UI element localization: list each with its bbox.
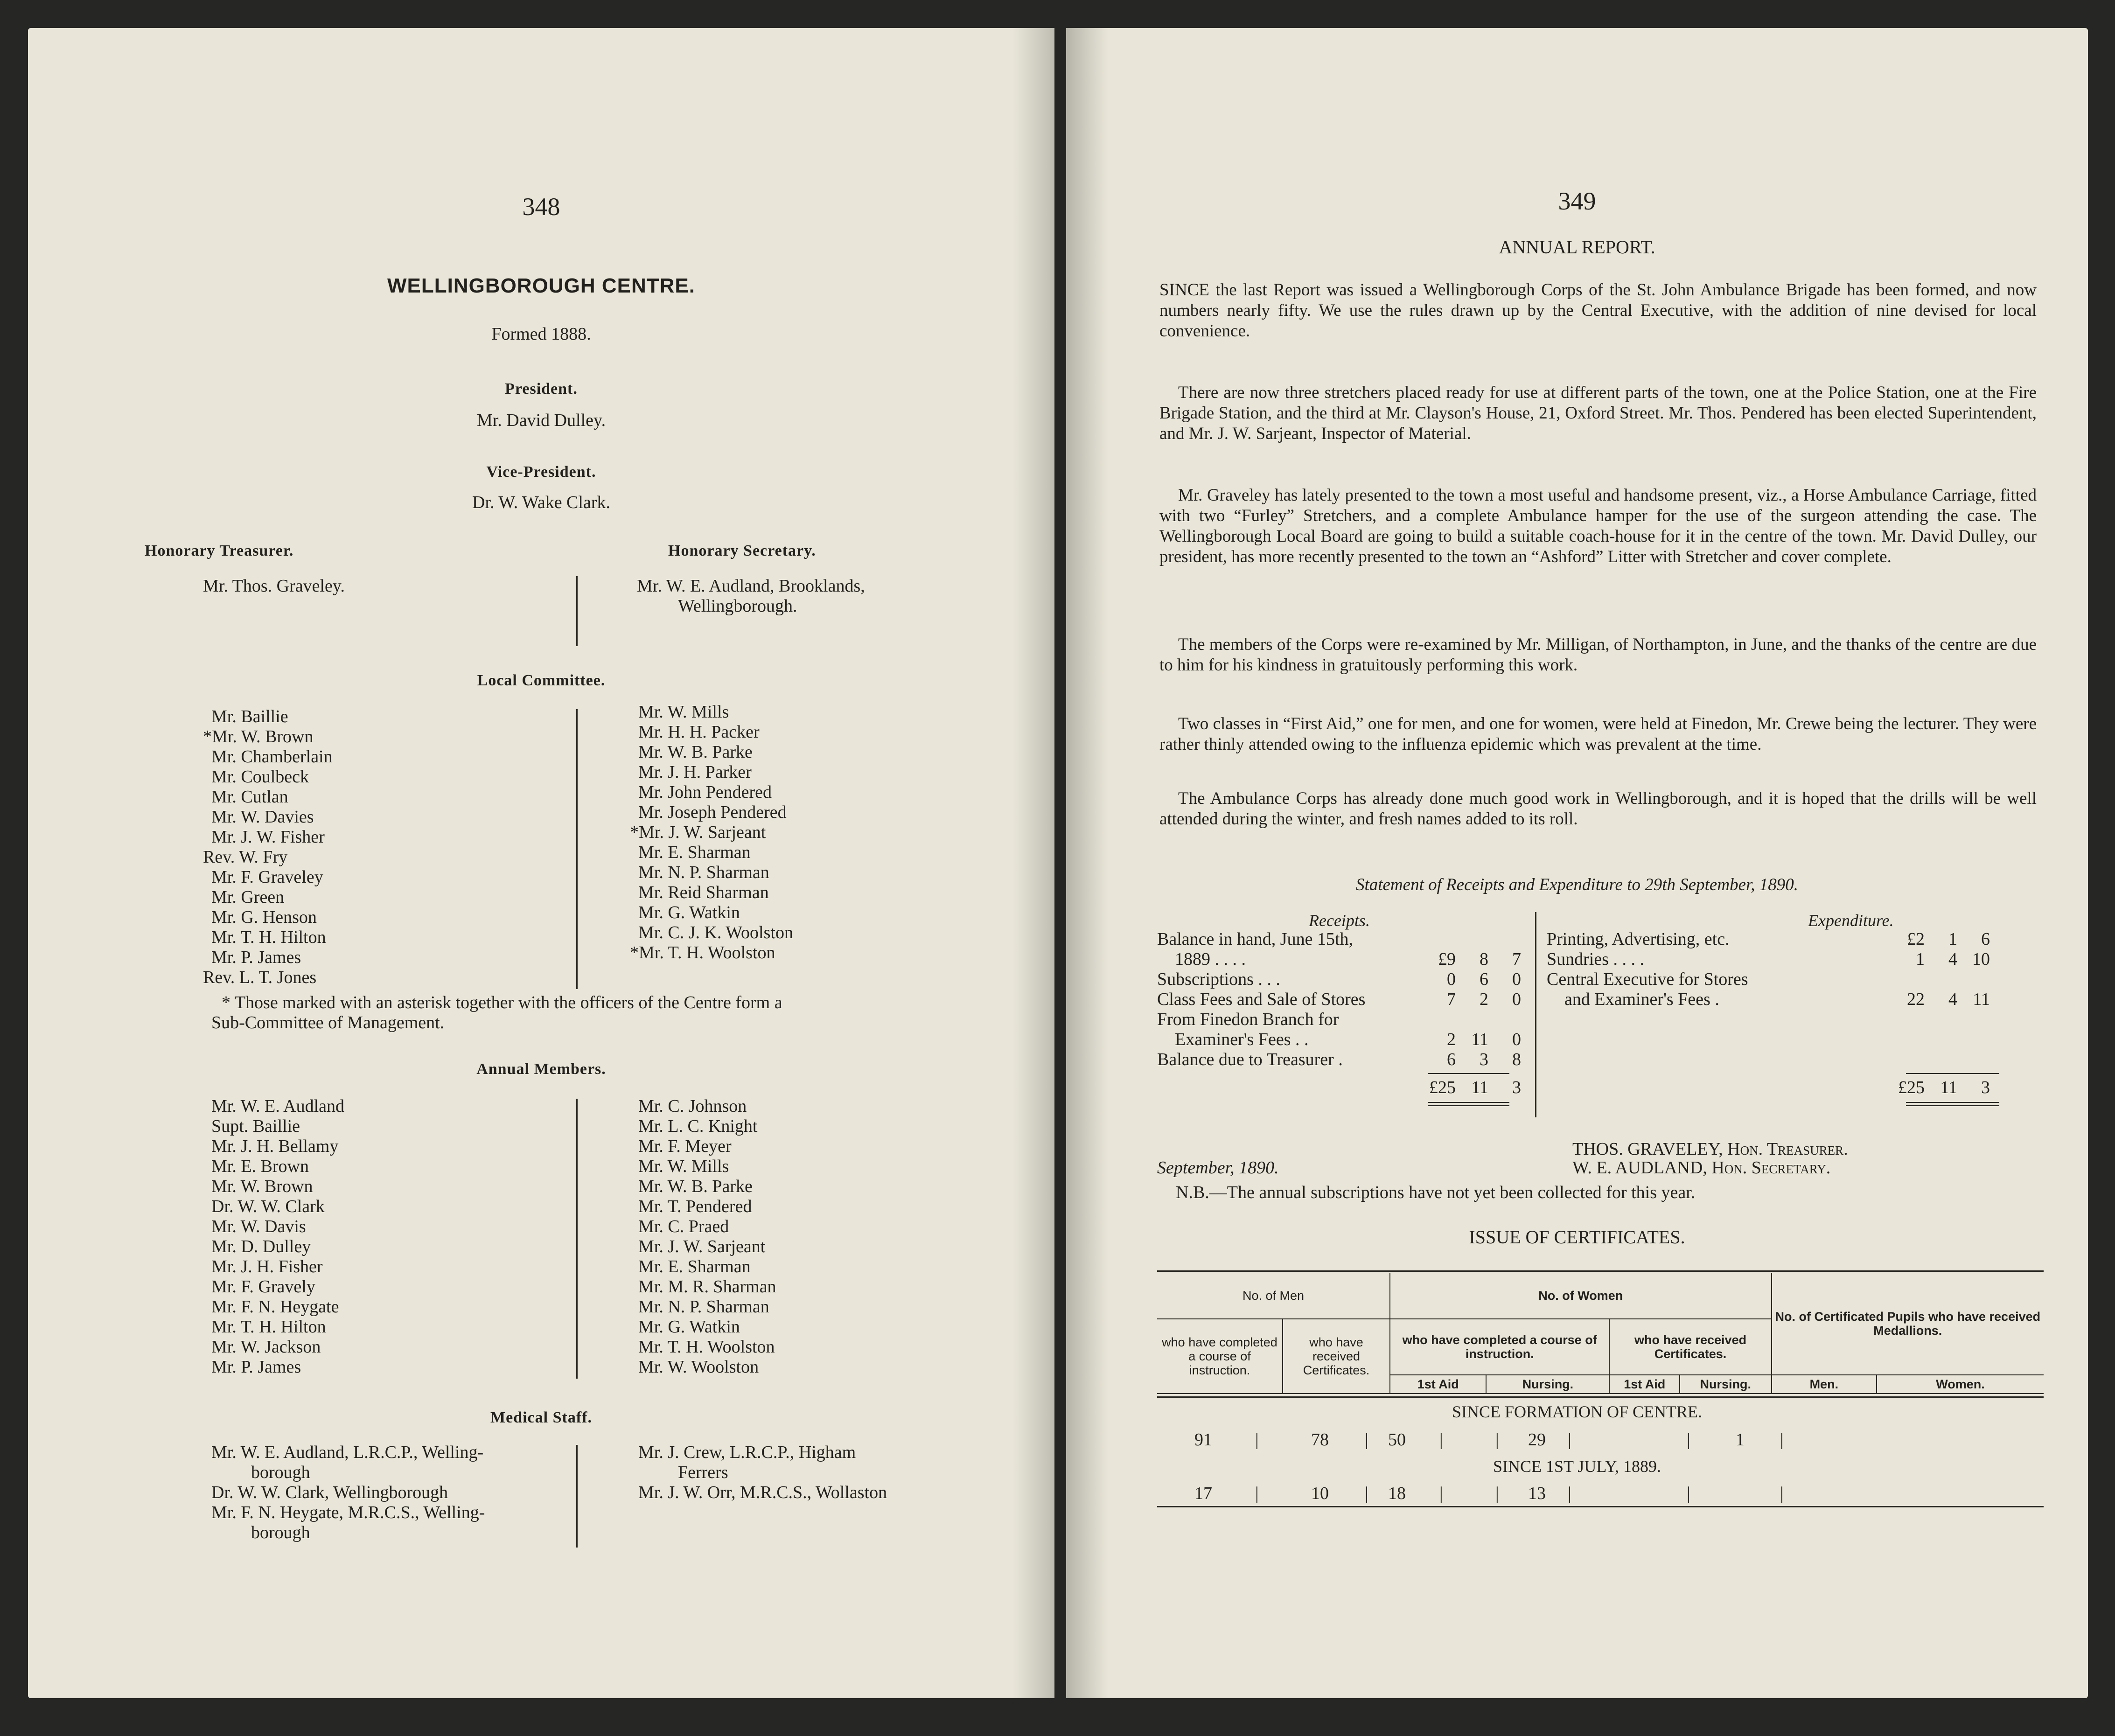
formed-date: Formed 1888.	[491, 324, 591, 344]
cell-wr-first-aid: 13	[1528, 1484, 1546, 1503]
cell-divider: |	[1495, 1484, 1499, 1503]
ledger-pence	[1488, 929, 1521, 949]
certificates-heading: ISSUE OF CERTIFICATES.	[1469, 1227, 1685, 1248]
cell-wc-first-aid: 50	[1388, 1430, 1406, 1450]
right-page	[1066, 28, 2088, 1698]
list-item: Mr. W. Mills	[638, 702, 729, 722]
ledger-pounds: 1	[1916, 949, 1925, 969]
list-item: Mr. Cutlan	[211, 787, 288, 807]
list-item: Mr. C. Praed	[638, 1217, 729, 1236]
list-item: Mr. L. C. Knight	[638, 1116, 758, 1136]
list-item: Mr. W. E. Audland	[211, 1096, 345, 1116]
cell-pupils-men: 1	[1736, 1430, 1745, 1450]
column-divider	[576, 576, 578, 646]
medical-staff-heading: Medical Staff.	[490, 1409, 592, 1426]
ledger-pounds: 2	[1447, 1030, 1456, 1049]
total-pounds: £25	[1429, 1078, 1456, 1097]
report-heading: ANNUAL REPORT.	[1499, 237, 1655, 258]
cell-divider: |	[1780, 1430, 1784, 1450]
list-item: *Mr. W. Brown	[203, 727, 314, 746]
sub-first-aid: 1st Aid	[1609, 1375, 1680, 1394]
section-since-formation: SINCE FORMATION OF CENTRE.	[1452, 1402, 1703, 1421]
ledger-row	[1547, 949, 2037, 969]
ledger-shillings: 3	[1480, 1050, 1488, 1069]
list-item: Mr. W. Mills	[638, 1157, 729, 1176]
ledger-pounds: £2	[1907, 929, 1925, 949]
medical-staff-left	[211, 1443, 485, 1543]
paragraph-text: There are now three stretchers placed ready for use at different parts of the town, one at the Police Station, one at the Fire Brigade Station, and the third at Mr. Clayson's House, 21, Oxford Street. Mr. Thos. Pendered has been elected Superintendent, and Mr. J. W. Sarjeant, Inspector of Material.	[1159, 383, 2037, 443]
list-item: Mr. F. Meyer	[638, 1136, 732, 1156]
footnote-line2: Sub-Committee of Management.	[211, 1013, 445, 1032]
ledger-row	[1157, 929, 1526, 949]
ledger-label: Sundries . . . .	[1547, 949, 1644, 969]
expenditure-total	[1887, 1078, 1990, 1098]
list-item: Mr. E. Brown	[211, 1157, 309, 1176]
header-men-completed: who have completed a course of instruction.	[1157, 1319, 1283, 1394]
drop-word: SINCE	[1159, 280, 1209, 300]
list-item: Mr. P. James	[211, 948, 301, 967]
sub-first-aid: 1st Aid	[1390, 1375, 1486, 1394]
secretary-line1: Mr. W. E. Audland, Brooklands,	[637, 576, 865, 596]
ledger-label: and Examiner's Fees .	[1547, 990, 1719, 1009]
cell-divider: |	[1439, 1484, 1443, 1503]
ledger-label: Class Fees and Sale of Stores	[1157, 990, 1366, 1009]
header-men: No. of Men	[1157, 1273, 1390, 1319]
ledger-pence	[1488, 1010, 1521, 1030]
annual-members-right	[638, 1096, 776, 1377]
report-paragraph	[1159, 485, 2037, 567]
treasurer-name: Mr. Thos. Graveley.	[203, 576, 345, 596]
president-heading: President.	[505, 380, 578, 397]
cell-divider: |	[1439, 1430, 1443, 1450]
total-shillings: 11	[1471, 1078, 1488, 1097]
table-rule	[1157, 1270, 2044, 1272]
certificates-table	[1157, 1273, 2044, 1394]
list-item: Mr. W. B. Parke	[638, 1177, 753, 1196]
ledger-pence: 10	[1972, 949, 1990, 969]
annual-members-heading: Annual Members.	[476, 1060, 606, 1078]
ledger-pounds: £9	[1438, 949, 1456, 969]
list-item: Mr. N. P. Sharman	[638, 863, 769, 882]
cell-divider: |	[1568, 1430, 1571, 1450]
list-item: Mr. W. B. Parke	[638, 742, 753, 762]
gutter-shadow	[1066, 28, 1108, 1698]
table-rule	[1157, 1506, 2044, 1507]
section-since-july: SINCE 1ST JULY, 1889.	[1493, 1457, 1661, 1476]
cell-divider: |	[1780, 1484, 1784, 1503]
ledger-label: Balance due to Treasurer .	[1157, 1050, 1343, 1069]
receipts-heading: Receipts.	[1309, 911, 1370, 930]
ledger-label: Central Executive for Stores	[1547, 969, 1748, 989]
ledger-shillings	[1925, 969, 1957, 990]
list-item: Mr. W. Woolston	[638, 1357, 759, 1377]
cell-men-received: 78	[1311, 1430, 1329, 1450]
annual-members-left	[211, 1096, 344, 1377]
local-committee-left	[203, 707, 333, 988]
secretary-heading: Honorary Secretary.	[668, 542, 816, 559]
treasurer-heading: Honorary Treasurer.	[145, 542, 294, 559]
total-pence: 3	[1981, 1078, 1990, 1097]
statement-title: Statement of Receipts and Expenditure to 29th September, 1890.	[1355, 875, 1799, 894]
double-rule	[1428, 1102, 1509, 1103]
list-item: Rev. L. T. Jones	[203, 968, 317, 987]
list-item: Mr. J. H. Parker	[638, 762, 752, 782]
cell-divider: |	[1365, 1430, 1368, 1450]
statement-date: September, 1890.	[1157, 1158, 1279, 1178]
list-item: *Mr. J. W. Sarjeant	[630, 823, 766, 842]
list-item: Mr. J. H. Bellamy	[211, 1136, 339, 1156]
list-item: Mr. G. Henson	[211, 907, 317, 927]
list-item: Mr. W. Davis	[211, 1217, 306, 1236]
report-paragraph	[1159, 383, 2037, 444]
list-item: *Mr. T. H. Woolston	[630, 943, 775, 962]
list-item: Mr. J. W. Fisher	[211, 827, 325, 847]
ledger-pence: 8	[1512, 1050, 1521, 1069]
list-item: Rev. W. Fry	[203, 847, 288, 867]
receipts-ledger	[1157, 929, 1526, 1070]
expenditure-heading: Expenditure.	[1808, 911, 1894, 930]
ledger-row	[1547, 929, 2037, 949]
list-item: Mr. D. Dulley	[211, 1237, 311, 1256]
list-item: Mr. Joseph Pendered	[638, 802, 787, 822]
cell-divider: |	[1687, 1484, 1690, 1503]
cell-divider: |	[1255, 1430, 1259, 1450]
ledger-shillings: 2	[1480, 990, 1488, 1009]
ledger-row	[1157, 969, 1526, 990]
list-item: Mr. F. N. Heygate	[211, 1297, 339, 1317]
header-women-completed: who have completed a course of instruction.	[1390, 1319, 1609, 1375]
sub-nursing: Nursing.	[1486, 1375, 1609, 1394]
ledger-pounds	[1418, 1010, 1456, 1030]
ledger-pence: 6	[1981, 929, 1990, 949]
report-paragraph	[1159, 788, 2037, 830]
cell-divider: |	[1495, 1430, 1499, 1450]
ledger-pence: 0	[1512, 969, 1521, 989]
medical-staff-right	[638, 1443, 887, 1503]
footnote-line1: * Those marked with an asterisk together with the officers of the Centre form a	[222, 993, 782, 1012]
double-rule	[1906, 1102, 1999, 1103]
ledger-pence: 0	[1512, 1030, 1521, 1049]
list-item: Mr. W. Brown	[211, 1177, 313, 1196]
list-item: Ferrers	[678, 1463, 728, 1482]
expenditure-ledger	[1547, 929, 2037, 1010]
paragraph-text: the last Report was issued a Wellingborough Corps of the St. John Ambulance Brigade has been formed, and now numbers nearly fifty. We use the rules drawn up by the Central Executive, with the addition of nine devised for local convenience.	[1159, 280, 2037, 341]
list-item: Mr. E. Sharman	[638, 1257, 751, 1276]
list-item: Dr. W. W. Clark, Wellingborough	[211, 1483, 448, 1502]
total-pounds: £25	[1898, 1078, 1925, 1097]
list-item: Mr. J. H. Fisher	[211, 1257, 323, 1276]
list-item: borough	[251, 1523, 310, 1542]
paragraph-text: The members of the Corps were re-examined by Mr. Milligan, of Northampton, in June, and the thanks of the centre are due to him for his kindness in gratuitously performing this work.	[1159, 635, 2037, 675]
ledger-pence	[1957, 969, 1990, 990]
list-item: Supt. Baillie	[211, 1116, 300, 1136]
total-pence: 3	[1512, 1078, 1521, 1097]
ledger-label: Printing, Advertising, etc.	[1547, 929, 1730, 949]
list-item: Mr. Coulbeck	[211, 767, 309, 787]
ledger-shillings: 4	[1948, 949, 1957, 969]
list-item: Mr. T. H. Woolston	[638, 1337, 775, 1357]
secretary-line2: Wellingborough.	[678, 596, 797, 616]
ledger-label: Examiner's Fees . .	[1157, 1030, 1309, 1049]
list-item: Mr. C. Johnson	[638, 1096, 747, 1116]
sub-women: Women.	[1877, 1375, 2044, 1394]
double-rule	[1906, 1105, 1999, 1106]
ledger-label: Subscriptions . . .	[1157, 969, 1280, 989]
president-name: Mr. David Dulley.	[476, 411, 606, 430]
sub-men: Men.	[1772, 1375, 1877, 1394]
centre-title: WELLINGBOROUGH CENTRE.	[387, 274, 695, 297]
column-divider	[576, 709, 578, 989]
sub-nursing: Nursing.	[1680, 1375, 1772, 1394]
ledger-row	[1157, 949, 1526, 969]
treasurer-signature: THOS. GRAVELEY, Hon. Treasurer.	[1572, 1139, 1848, 1159]
double-rule	[1428, 1105, 1509, 1106]
column-divider	[576, 1445, 578, 1548]
vice-president-name: Dr. W. Wake Clark.	[472, 493, 610, 512]
list-item: Mr. N. P. Sharman	[638, 1297, 769, 1317]
list-item: Mr. J. W. Orr, M.R.C.S., Wollaston	[638, 1483, 887, 1502]
list-item: Mr. John Pendered	[638, 782, 772, 802]
list-item: Mr. W. E. Audland, L.R.C.P., Welling-	[211, 1443, 484, 1462]
receipts-total	[1418, 1078, 1521, 1098]
list-item: Mr. T. Pendered	[638, 1197, 752, 1216]
list-item: Mr. Reid Sharman	[638, 883, 769, 902]
ledger-label: From Finedon Branch for	[1157, 1010, 1339, 1029]
cell-divider: |	[1568, 1484, 1571, 1503]
ledger-pence: 7	[1512, 949, 1521, 969]
local-committee-right	[630, 702, 793, 963]
list-item: Mr. G. Watkin	[638, 903, 740, 922]
list-item: Mr. T. H. Hilton	[211, 927, 326, 947]
list-item: Mr. C. J. K. Woolston	[638, 923, 793, 942]
list-item: Mr. F. Gravely	[211, 1277, 315, 1297]
ledger-row	[1157, 1010, 1526, 1030]
ledger-pounds: 6	[1447, 1050, 1456, 1069]
report-paragraph	[1159, 280, 2037, 342]
list-item: Mr. Baillie	[211, 707, 288, 726]
vice-president-heading: Vice-President.	[486, 463, 596, 481]
paragraph-text: The Ambulance Corps has already done much good work in Wellingborough, and it is hoped that the drills will be well attended during the winter, and fresh names added to its roll.	[1159, 789, 2037, 829]
list-item: Mr. Chamberlain	[211, 747, 333, 767]
ledger-pounds: 0	[1447, 969, 1456, 989]
ledger-shillings: 11	[1471, 1030, 1488, 1049]
cell-men-completed: 91	[1194, 1430, 1212, 1450]
ledger-shillings	[1456, 929, 1488, 949]
ledger-row	[1157, 990, 1526, 1010]
sum-rule	[1906, 1073, 1999, 1074]
paragraph-text: Two classes in “First Aid,” one for men, and one for women, were held at Finedon, Mr. Crewe being the lecturer. They were rather thinly attended owing to the influenza epidemic which was prevalent at the time.	[1159, 714, 2037, 754]
ledger-row	[1547, 990, 2037, 1010]
ledger-pence: 0	[1512, 990, 1521, 1009]
ledger-shillings: 8	[1480, 949, 1488, 969]
column-divider	[1535, 912, 1536, 1117]
list-item: Mr. E. Sharman	[638, 843, 751, 862]
list-item: Mr. J. W. Sarjeant	[638, 1237, 766, 1256]
certificate-row-formation	[1157, 1430, 2044, 1450]
statement-note: N.B.—The annual subscriptions have not yet been collected for this year.	[1176, 1183, 1696, 1202]
cell-men-completed: 17	[1194, 1484, 1212, 1503]
ledger-row	[1157, 1030, 1526, 1050]
header-men-received: who have received Certificates.	[1283, 1319, 1390, 1394]
cell-men-received: 10	[1311, 1484, 1329, 1503]
cell-divider: |	[1255, 1484, 1259, 1503]
page-number: 349	[1558, 187, 1596, 215]
ledger-row	[1547, 969, 2037, 990]
page-number: 348	[522, 193, 560, 221]
list-item: Mr. F. Graveley	[211, 867, 323, 887]
header-women-received: who have received Certificates.	[1609, 1319, 1771, 1375]
total-shillings: 11	[1940, 1078, 1957, 1097]
ledger-row	[1157, 1050, 1526, 1070]
list-item: Mr. F. N. Heygate, M.R.C.S., Welling-	[211, 1503, 485, 1522]
ledger-pounds: 22	[1907, 990, 1925, 1009]
ledger-shillings	[1456, 1010, 1488, 1030]
cell-divider: |	[1365, 1484, 1368, 1503]
header-women: No. of Women	[1390, 1273, 1772, 1319]
ledger-pence: 11	[1973, 990, 1990, 1009]
column-divider	[576, 1099, 578, 1379]
list-item: Mr. H. H. Packer	[638, 722, 760, 742]
ledger-pounds	[1887, 969, 1925, 990]
list-item: Mr. T. H. Hilton	[211, 1317, 326, 1337]
paragraph-text: Mr. Graveley has lately presented to the town a most useful and handsome present, viz., a Horse Ambulance Carriage, fitted with two “Furley” Stretchers, and a complete Ambulance hamper for the use of the surgeon attending the case. The Wellingborough Local Board are going to build a suitable coach-house for it in the centre of the town. Mr. David Dulley, our president, has more recently presented to the town an “Ashford” Litter with Stretcher and cover complete.	[1159, 486, 2037, 566]
list-item: Mr. W. Jackson	[211, 1337, 321, 1357]
list-item: Mr. J. Crew, L.R.C.P., Higham	[638, 1443, 856, 1462]
list-item: borough	[251, 1463, 310, 1482]
ledger-shillings: 6	[1480, 969, 1488, 989]
secretary-signature: W. E. AUDLAND, Hon. Secretary.	[1572, 1158, 1831, 1178]
certificate-row-july	[1157, 1484, 2044, 1504]
ledger-label: Balance in hand, June 15th,	[1157, 929, 1354, 949]
cell-wc-first-aid: 18	[1388, 1484, 1406, 1503]
cell-divider: |	[1687, 1430, 1690, 1450]
list-item: Mr. W. Davies	[211, 807, 314, 827]
sum-rule	[1428, 1073, 1509, 1074]
list-item: Mr. G. Watkin	[638, 1317, 740, 1337]
ledger-label: 1889 . . . .	[1157, 949, 1246, 969]
left-page	[28, 28, 1054, 1698]
ledger-pounds	[1418, 929, 1456, 949]
list-item: Mr. M. R. Sharman	[638, 1277, 776, 1297]
report-paragraph	[1159, 714, 2037, 755]
list-item: Dr. W. W. Clark	[211, 1197, 325, 1216]
list-item: Mr. Green	[211, 887, 285, 907]
report-paragraph	[1159, 634, 2037, 676]
ledger-shillings: 1	[1948, 929, 1957, 949]
list-item: Mr. P. James	[211, 1357, 301, 1377]
table-rule	[1157, 1396, 2044, 1398]
local-committee-heading: Local Committee.	[477, 672, 606, 689]
ledger-pounds: 7	[1447, 990, 1456, 1009]
cell-wr-first-aid: 29	[1528, 1430, 1546, 1450]
header-pupils: No. of Certificated Pupils who have received Medallions.	[1772, 1273, 2044, 1375]
ledger-shillings: 4	[1948, 990, 1957, 1009]
